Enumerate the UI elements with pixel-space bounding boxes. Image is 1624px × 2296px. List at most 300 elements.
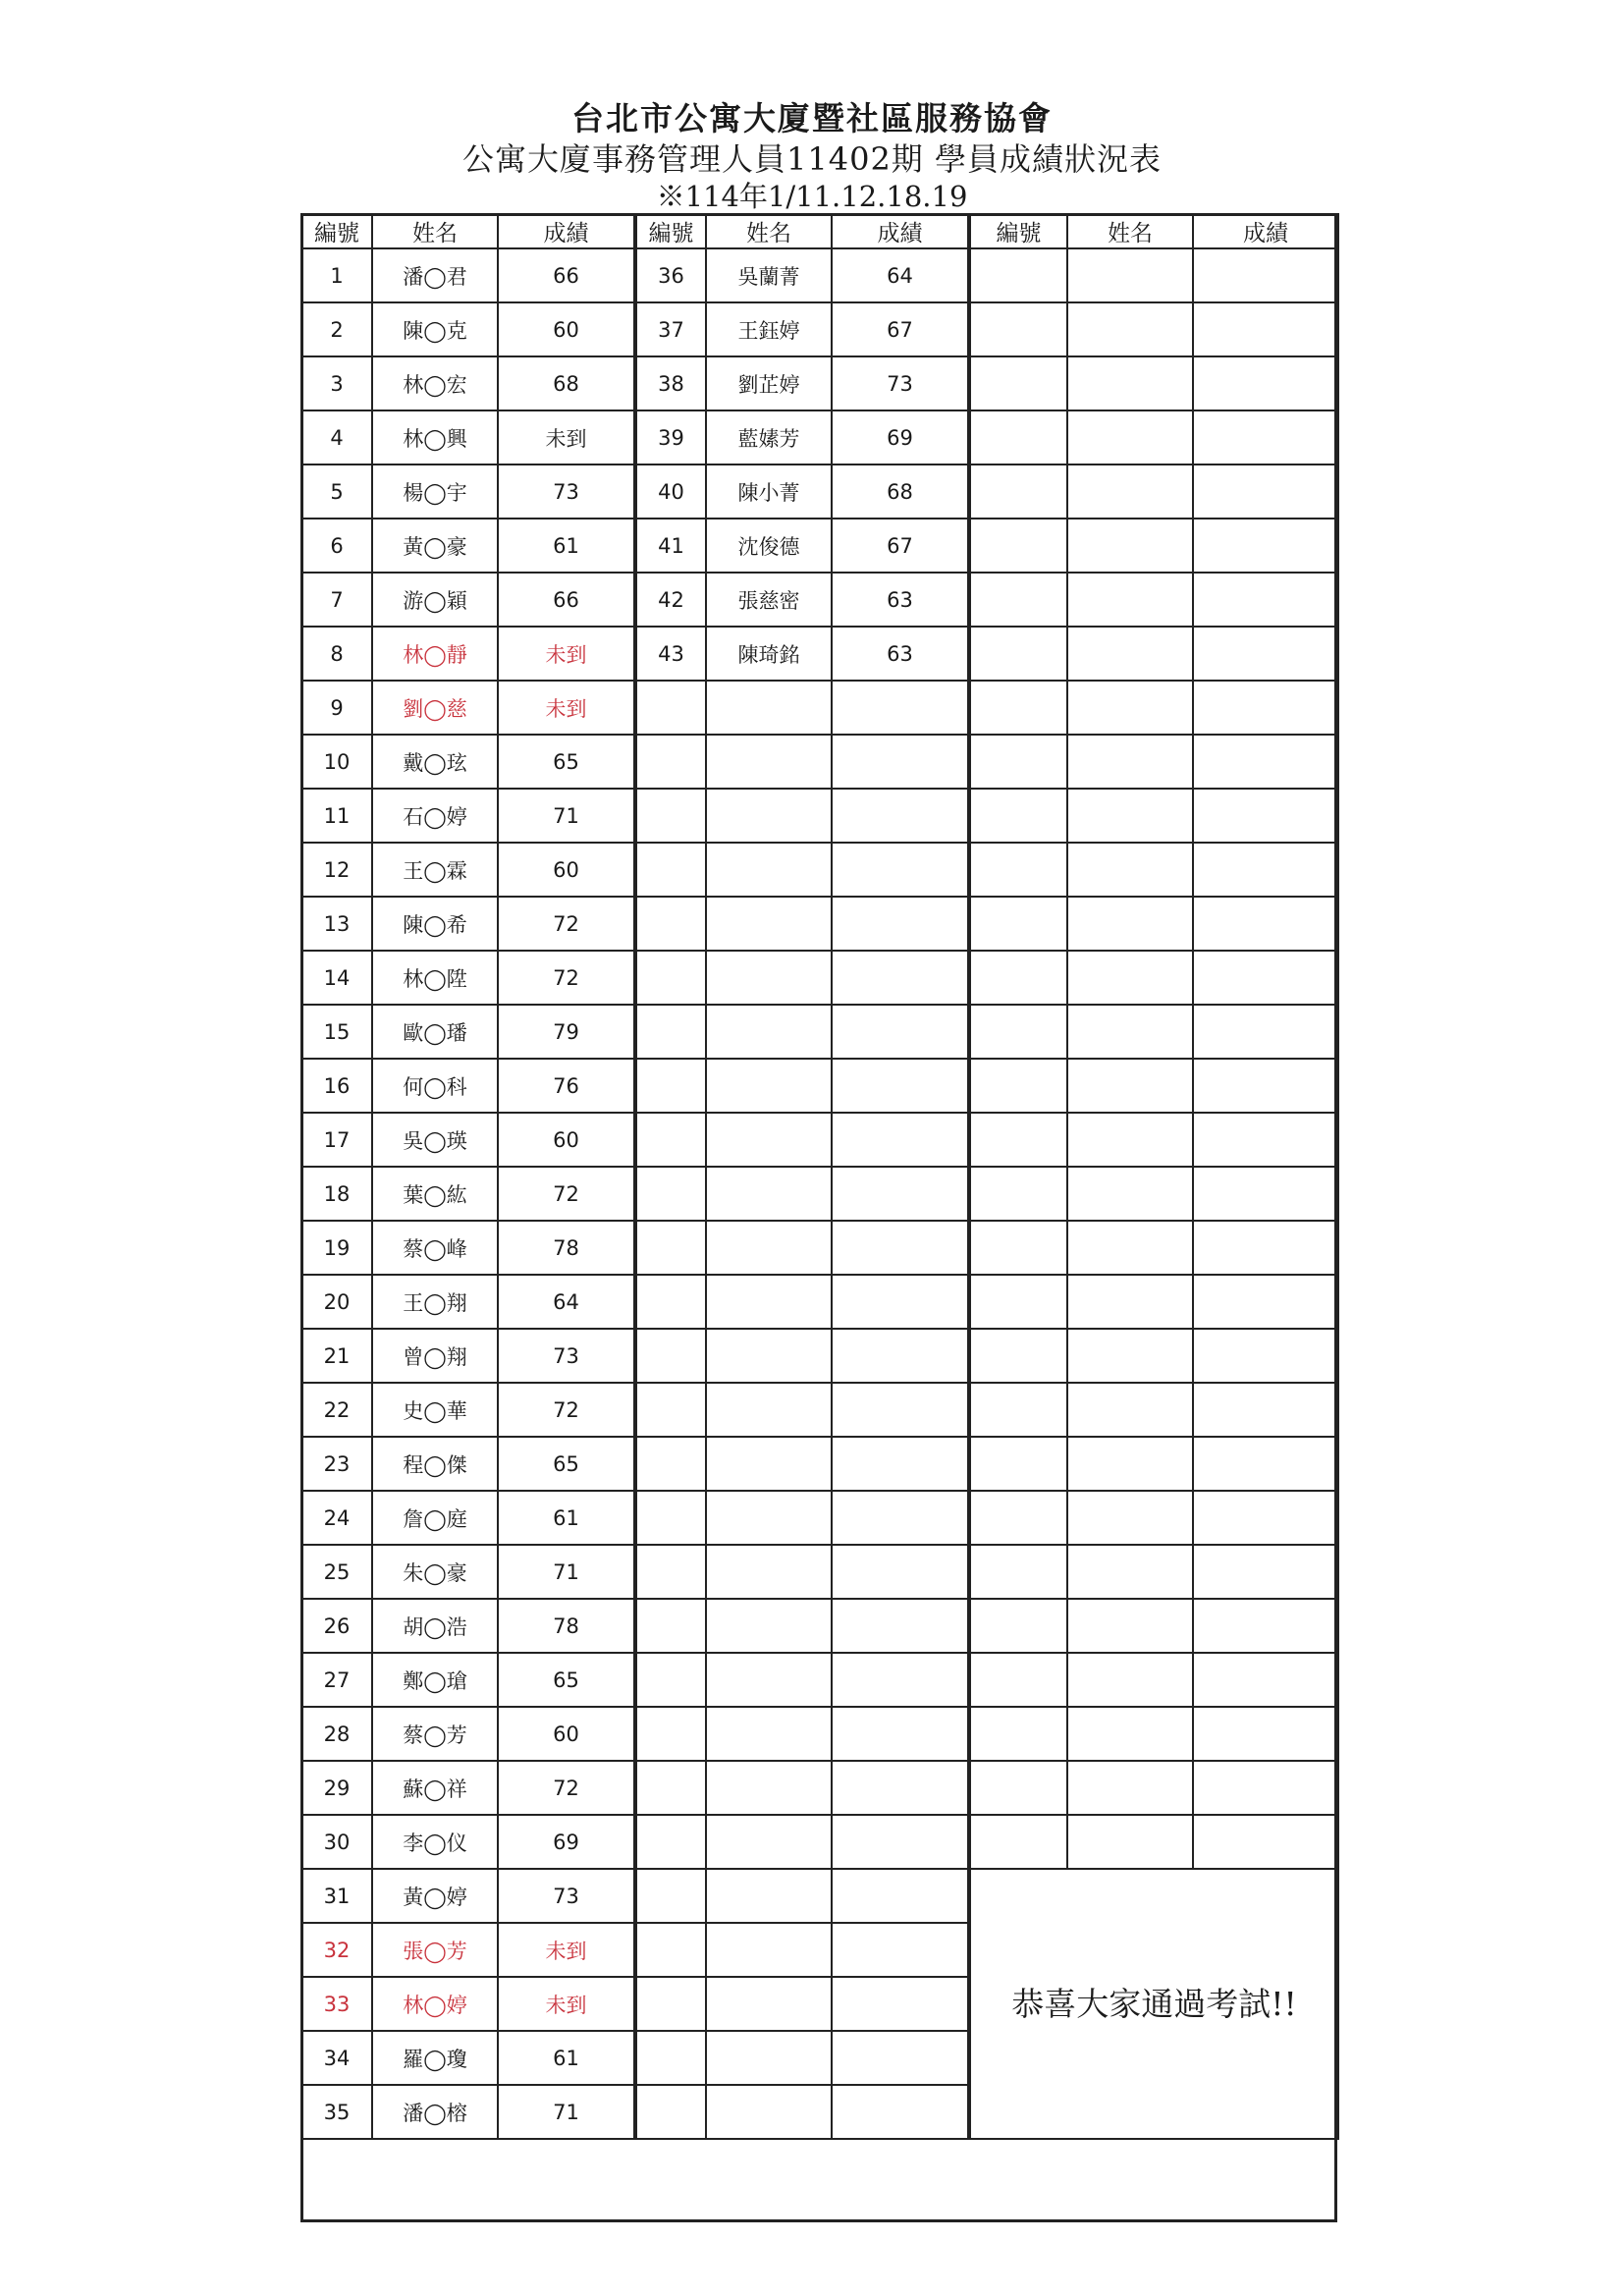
table-row <box>301 735 1338 789</box>
cell-score: 64 <box>832 248 969 302</box>
empty-cell <box>635 1491 706 1545</box>
cell-no: 24 <box>301 1491 372 1545</box>
empty-cell <box>1067 1167 1193 1221</box>
empty-cell <box>1193 519 1338 573</box>
table-row <box>301 843 1338 897</box>
cell-score: 63 <box>832 627 969 681</box>
empty-cell <box>969 248 1067 302</box>
table-row <box>301 1491 1338 1545</box>
cell-no: 42 <box>635 573 706 627</box>
empty-cell <box>969 1599 1067 1653</box>
empty-cell <box>706 735 832 789</box>
empty-cell <box>1193 1599 1338 1653</box>
cell-score: 69 <box>832 410 969 465</box>
cell-no: 28 <box>301 1707 372 1761</box>
cell-name: 陳琦銘 <box>706 627 832 681</box>
cell-name: 吳◯瑛 <box>372 1113 498 1167</box>
empty-cell <box>969 627 1067 681</box>
empty-cell <box>969 681 1067 735</box>
empty-cell <box>706 1275 832 1329</box>
cell-no: 32 <box>301 1923 372 1977</box>
table-row <box>301 1005 1338 1059</box>
cell-score: 72 <box>498 897 635 951</box>
empty-cell <box>635 1275 706 1329</box>
empty-cell <box>1067 465 1193 519</box>
empty-cell <box>969 1005 1067 1059</box>
empty-cell <box>706 789 832 843</box>
cell-no: 40 <box>635 465 706 519</box>
cell-name: 潘◯君 <box>372 248 498 302</box>
empty-cell <box>635 1707 706 1761</box>
cell-no: 16 <box>301 1059 372 1113</box>
table-row <box>301 1059 1338 1113</box>
table-row <box>301 410 1338 465</box>
cell-score: 73 <box>498 1869 635 1923</box>
empty-cell <box>706 1545 832 1599</box>
empty-cell <box>1193 465 1338 519</box>
cell-score: 78 <box>498 1221 635 1275</box>
empty-cell <box>1193 843 1338 897</box>
cell-no: 18 <box>301 1167 372 1221</box>
empty-cell <box>1193 1491 1338 1545</box>
empty-cell <box>969 735 1067 789</box>
empty-cell <box>832 1329 969 1383</box>
empty-cell <box>635 1599 706 1653</box>
cell-score: 60 <box>498 1113 635 1167</box>
empty-cell <box>969 1437 1067 1491</box>
cell-score: 未到 <box>498 681 635 735</box>
cell-name: 鄭◯瑲 <box>372 1653 498 1707</box>
empty-cell <box>1067 1113 1193 1167</box>
table-row <box>301 1653 1338 1707</box>
empty-cell <box>969 1545 1067 1599</box>
cell-name: 沈俊德 <box>706 519 832 573</box>
empty-cell <box>635 1167 706 1221</box>
cell-no: 20 <box>301 1275 372 1329</box>
cell-score: 61 <box>498 519 635 573</box>
empty-cell <box>969 1491 1067 1545</box>
empty-cell <box>1067 1437 1193 1491</box>
cell-score: 65 <box>498 1653 635 1707</box>
empty-cell <box>832 1059 969 1113</box>
empty-cell <box>706 1329 832 1383</box>
empty-cell <box>832 1815 969 1869</box>
empty-cell <box>832 681 969 735</box>
table-row <box>301 1545 1338 1599</box>
empty-cell <box>635 1653 706 1707</box>
cell-no: 36 <box>635 248 706 302</box>
empty-cell <box>635 681 706 735</box>
report-subtitle: 公寓大廈事務管理人員11402期 學員成績狀況表 <box>462 140 1162 178</box>
empty-cell <box>706 951 832 1005</box>
cell-score: 67 <box>832 302 969 356</box>
empty-cell <box>635 1329 706 1383</box>
cell-no: 5 <box>301 465 372 519</box>
empty-cell <box>635 1383 706 1437</box>
empty-cell <box>1067 951 1193 1005</box>
empty-cell <box>635 897 706 951</box>
empty-cell <box>635 1977 706 2031</box>
empty-cell <box>969 897 1067 951</box>
empty-cell <box>706 1113 832 1167</box>
cell-name: 胡◯浩 <box>372 1599 498 1653</box>
table-row <box>301 356 1338 410</box>
cell-score: 72 <box>498 1383 635 1437</box>
cell-score: 69 <box>498 1815 635 1869</box>
cell-name: 歐◯璠 <box>372 1005 498 1059</box>
cell-no: 23 <box>301 1437 372 1491</box>
cell-score: 61 <box>498 1491 635 1545</box>
empty-cell <box>969 356 1067 410</box>
table-row <box>301 1113 1338 1167</box>
empty-cell <box>1067 1545 1193 1599</box>
cell-score: 61 <box>498 2031 635 2085</box>
cell-no: 19 <box>301 1221 372 1275</box>
cell-score: 72 <box>498 1761 635 1815</box>
empty-cell <box>1193 1113 1338 1167</box>
header-name: 姓名 <box>706 214 832 248</box>
cell-score: 未到 <box>498 1977 635 2031</box>
empty-cell <box>832 1653 969 1707</box>
cell-no: 33 <box>301 1977 372 2031</box>
empty-cell <box>706 1599 832 1653</box>
empty-cell <box>832 1761 969 1815</box>
cell-score: 60 <box>498 1707 635 1761</box>
empty-cell <box>969 843 1067 897</box>
table-row <box>301 465 1338 519</box>
empty-cell <box>706 2085 832 2139</box>
empty-cell <box>706 1167 832 1221</box>
empty-cell <box>635 1761 706 1815</box>
table-row <box>301 1275 1338 1329</box>
cell-name: 劉芷婷 <box>706 356 832 410</box>
empty-cell <box>635 1059 706 1113</box>
cell-no: 8 <box>301 627 372 681</box>
cell-score: 65 <box>498 735 635 789</box>
empty-cell <box>1193 410 1338 465</box>
empty-cell <box>706 897 832 951</box>
table-row <box>301 1221 1338 1275</box>
cell-name: 王鈺婷 <box>706 302 832 356</box>
cell-no: 2 <box>301 302 372 356</box>
empty-cell <box>1193 951 1338 1005</box>
header-score: 成績 <box>1193 214 1338 248</box>
empty-cell <box>832 1113 969 1167</box>
cell-no: 13 <box>301 897 372 951</box>
cell-score: 71 <box>498 789 635 843</box>
empty-cell <box>635 1113 706 1167</box>
empty-cell <box>1067 843 1193 897</box>
table-row <box>301 1815 1338 1869</box>
cell-name: 吳蘭菁 <box>706 248 832 302</box>
empty-cell <box>706 1653 832 1707</box>
empty-cell <box>1193 1221 1338 1275</box>
empty-cell <box>706 1221 832 1275</box>
empty-cell <box>969 519 1067 573</box>
cell-no: 21 <box>301 1329 372 1383</box>
cell-no: 9 <box>301 681 372 735</box>
cell-score: 未到 <box>498 410 635 465</box>
cell-no: 34 <box>301 2031 372 2085</box>
cell-name: 林◯婷 <box>372 1977 498 2031</box>
cell-name: 林◯靜 <box>372 627 498 681</box>
empty-cell <box>1193 1275 1338 1329</box>
cell-name: 曾◯翔 <box>372 1329 498 1383</box>
cell-score: 未到 <box>498 1923 635 1977</box>
cell-name: 林◯陞 <box>372 951 498 1005</box>
header-row <box>301 214 1338 248</box>
cell-name: 張慈密 <box>706 573 832 627</box>
empty-cell <box>706 1059 832 1113</box>
empty-cell <box>832 1383 969 1437</box>
empty-cell <box>635 2031 706 2085</box>
empty-cell <box>706 1005 832 1059</box>
empty-cell <box>706 1383 832 1437</box>
cell-score: 72 <box>498 1167 635 1221</box>
empty-cell <box>969 302 1067 356</box>
cell-no: 26 <box>301 1599 372 1653</box>
empty-cell <box>1067 1491 1193 1545</box>
cell-name: 陳◯克 <box>372 302 498 356</box>
empty-cell <box>832 1869 969 1923</box>
empty-cell <box>969 465 1067 519</box>
congrats-note: 恭喜大家通過考試!! <box>969 1869 1338 2139</box>
cell-no: 12 <box>301 843 372 897</box>
empty-cell <box>969 573 1067 627</box>
header-score: 成績 <box>498 214 635 248</box>
org-title: 台北市公寓大廈暨社區服務協會 <box>571 99 1053 137</box>
empty-cell <box>1067 1653 1193 1707</box>
empty-cell <box>1067 681 1193 735</box>
empty-cell <box>969 1113 1067 1167</box>
empty-cell <box>1067 248 1193 302</box>
cell-name: 王◯霖 <box>372 843 498 897</box>
empty-cell <box>706 1761 832 1815</box>
empty-cell <box>1067 627 1193 681</box>
cell-score: 60 <box>498 843 635 897</box>
empty-cell <box>1067 356 1193 410</box>
cell-no: 22 <box>301 1383 372 1437</box>
empty-cell <box>969 1329 1067 1383</box>
empty-cell <box>1067 1383 1193 1437</box>
empty-cell <box>969 410 1067 465</box>
cell-name: 黃◯豪 <box>372 519 498 573</box>
cell-name: 游◯穎 <box>372 573 498 627</box>
cell-no: 10 <box>301 735 372 789</box>
empty-cell <box>1193 627 1338 681</box>
empty-cell <box>969 1059 1067 1113</box>
cell-no: 38 <box>635 356 706 410</box>
empty-cell <box>635 2085 706 2139</box>
empty-cell <box>832 1923 969 1977</box>
table-row <box>301 951 1338 1005</box>
empty-cell <box>706 2031 832 2085</box>
empty-cell <box>1067 1707 1193 1761</box>
empty-cell <box>635 1869 706 1923</box>
cell-no: 39 <box>635 410 706 465</box>
empty-cell <box>706 1923 832 1977</box>
cell-no: 14 <box>301 951 372 1005</box>
cell-score: 68 <box>832 465 969 519</box>
empty-cell <box>635 1221 706 1275</box>
empty-cell <box>1067 1059 1193 1113</box>
empty-cell <box>1193 1167 1338 1221</box>
cell-name: 蔡◯芳 <box>372 1707 498 1761</box>
cell-score: 71 <box>498 1545 635 1599</box>
empty-cell <box>832 2031 969 2085</box>
cell-name: 潘◯榕 <box>372 2085 498 2139</box>
cell-name: 黃◯婷 <box>372 1869 498 1923</box>
empty-cell <box>832 1167 969 1221</box>
table-row <box>301 573 1338 627</box>
cell-no: 1 <box>301 248 372 302</box>
table-row <box>301 248 1338 302</box>
empty-cell <box>1193 1059 1338 1113</box>
cell-name: 石◯婷 <box>372 789 498 843</box>
empty-cell <box>832 1005 969 1059</box>
cell-score: 71 <box>498 2085 635 2139</box>
empty-cell <box>1193 1437 1338 1491</box>
cell-score: 72 <box>498 951 635 1005</box>
cell-score: 65 <box>498 1437 635 1491</box>
empty-cell <box>635 1545 706 1599</box>
cell-name: 蔡◯峰 <box>372 1221 498 1275</box>
cell-score: 64 <box>498 1275 635 1329</box>
empty-cell <box>635 735 706 789</box>
cell-score: 67 <box>832 519 969 573</box>
empty-cell <box>1193 356 1338 410</box>
cell-name: 程◯傑 <box>372 1437 498 1491</box>
cell-name: 林◯宏 <box>372 356 498 410</box>
empty-cell <box>969 1383 1067 1437</box>
cell-score: 66 <box>498 248 635 302</box>
empty-cell <box>1067 789 1193 843</box>
cell-no: 15 <box>301 1005 372 1059</box>
empty-cell <box>706 1707 832 1761</box>
empty-cell <box>969 1707 1067 1761</box>
table-row <box>301 1437 1338 1491</box>
empty-cell <box>1067 1599 1193 1653</box>
cell-name: 蘇◯祥 <box>372 1761 498 1815</box>
empty-cell <box>1193 1545 1338 1599</box>
cell-no: 17 <box>301 1113 372 1167</box>
empty-cell <box>1193 1761 1338 1815</box>
empty-cell <box>635 1923 706 1977</box>
empty-cell <box>832 1707 969 1761</box>
cell-no: 27 <box>301 1653 372 1707</box>
cell-score: 78 <box>498 1599 635 1653</box>
cell-name: 王◯翔 <box>372 1275 498 1329</box>
empty-cell <box>1193 573 1338 627</box>
empty-cell <box>969 1815 1067 1869</box>
table-row <box>301 1599 1338 1653</box>
cell-no: 30 <box>301 1815 372 1869</box>
empty-cell <box>1193 789 1338 843</box>
empty-cell <box>969 1653 1067 1707</box>
cell-score: 73 <box>832 356 969 410</box>
empty-cell <box>832 843 969 897</box>
table-row <box>301 1869 1338 1923</box>
cell-no: 11 <box>301 789 372 843</box>
empty-cell <box>635 789 706 843</box>
empty-cell <box>1067 1221 1193 1275</box>
cell-name: 陳小菁 <box>706 465 832 519</box>
empty-cell <box>832 1545 969 1599</box>
empty-cell <box>832 1437 969 1491</box>
cell-no: 3 <box>301 356 372 410</box>
table-row <box>301 627 1338 681</box>
cell-no: 31 <box>301 1869 372 1923</box>
header-no: 編號 <box>969 214 1067 248</box>
cell-name: 葉◯紘 <box>372 1167 498 1221</box>
cell-no: 43 <box>635 627 706 681</box>
table-row <box>301 1167 1338 1221</box>
empty-cell <box>969 1761 1067 1815</box>
empty-cell <box>1193 897 1338 951</box>
empty-cell <box>969 1167 1067 1221</box>
cell-score: 60 <box>498 302 635 356</box>
empty-cell <box>1067 1761 1193 1815</box>
empty-cell <box>1067 735 1193 789</box>
empty-cell <box>969 1275 1067 1329</box>
empty-cell <box>1067 1275 1193 1329</box>
cell-score: 79 <box>498 1005 635 1059</box>
header-name: 姓名 <box>372 214 498 248</box>
empty-cell <box>969 1221 1067 1275</box>
empty-cell <box>635 951 706 1005</box>
empty-cell <box>706 681 832 735</box>
empty-cell <box>635 843 706 897</box>
cell-name: 李◯仪 <box>372 1815 498 1869</box>
table-row <box>301 519 1338 573</box>
empty-cell <box>1193 302 1338 356</box>
cell-no: 35 <box>301 2085 372 2139</box>
cell-name: 詹◯庭 <box>372 1491 498 1545</box>
table-row <box>301 789 1338 843</box>
empty-cell <box>1067 519 1193 573</box>
empty-cell <box>832 2085 969 2139</box>
empty-cell <box>832 1275 969 1329</box>
table-row <box>301 1383 1338 1437</box>
table-row <box>301 1761 1338 1815</box>
cell-score: 63 <box>832 573 969 627</box>
cell-no: 4 <box>301 410 372 465</box>
cell-name: 劉◯慈 <box>372 681 498 735</box>
empty-cell <box>1067 1005 1193 1059</box>
empty-cell <box>832 897 969 951</box>
cell-name: 張◯芳 <box>372 1923 498 1977</box>
empty-cell <box>969 789 1067 843</box>
empty-cell <box>1193 1329 1338 1383</box>
empty-cell <box>1193 1707 1338 1761</box>
empty-cell <box>1193 1815 1338 1869</box>
header-no: 編號 <box>635 214 706 248</box>
cell-score: 73 <box>498 1329 635 1383</box>
empty-cell <box>706 1977 832 2031</box>
cell-name: 楊◯宇 <box>372 465 498 519</box>
empty-cell <box>1193 681 1338 735</box>
cell-name: 林◯興 <box>372 410 498 465</box>
empty-cell <box>706 843 832 897</box>
empty-cell <box>635 1437 706 1491</box>
empty-cell <box>706 1437 832 1491</box>
empty-cell <box>1067 1815 1193 1869</box>
cell-score: 未到 <box>498 627 635 681</box>
empty-cell <box>832 1491 969 1545</box>
empty-cell <box>706 1869 832 1923</box>
cell-no: 37 <box>635 302 706 356</box>
empty-cell <box>832 1599 969 1653</box>
